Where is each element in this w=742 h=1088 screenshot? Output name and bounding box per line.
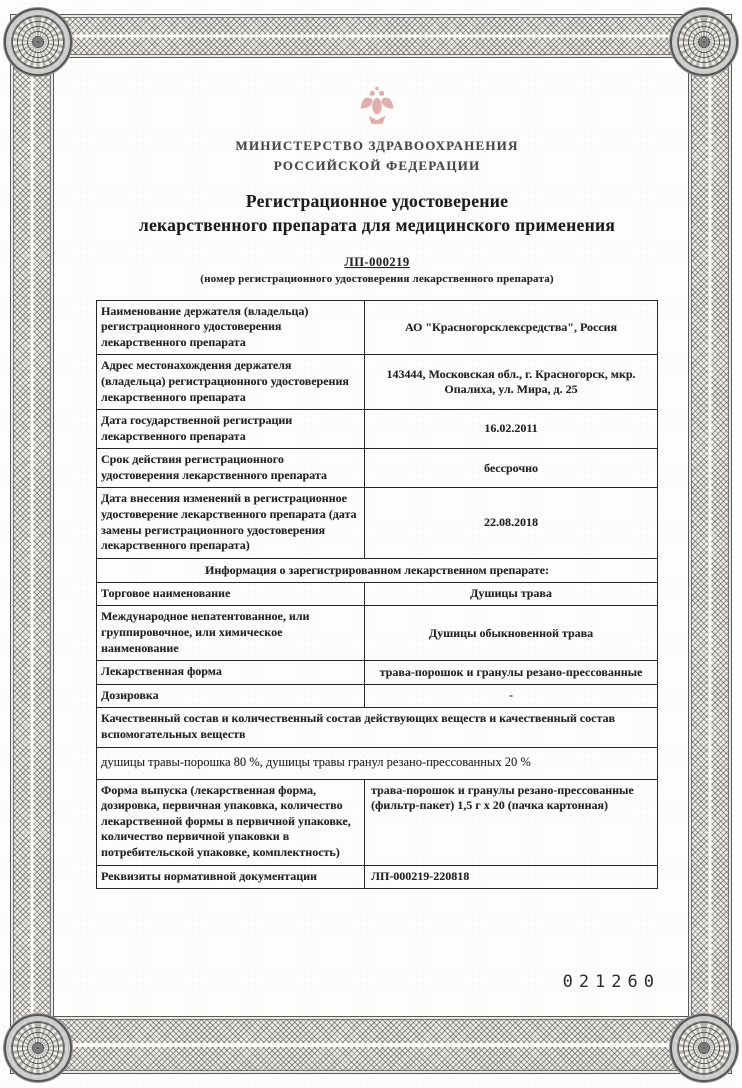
corner-rosette-icon bbox=[670, 1014, 738, 1082]
table-composition-header-row bbox=[97, 707, 657, 746]
row-label: Наименование держателя (владельца) регистрационного удостоверения лекарственного препарата bbox=[97, 301, 365, 355]
table-section-header-row bbox=[97, 558, 657, 582]
document-title-line1: Регистрационное удостоверение bbox=[245, 191, 509, 212]
table-row-amendment-date bbox=[97, 487, 657, 557]
document-title bbox=[96, 190, 658, 237]
row-value: ЛП-000219-220818 bbox=[371, 868, 470, 883]
corner-rosette-icon bbox=[670, 8, 738, 76]
composition-header: Качественный состав и количественный состав действующих веществ и качественный состав вспомогательных веществ bbox=[101, 711, 615, 741]
registration-number: ЛП-000219 bbox=[344, 254, 410, 269]
row-value: 143444, Московская обл., г. Красногорск, мкр. Опалиха, ул. Мира, д. 25 bbox=[386, 366, 636, 397]
ministry-line2: РОССИЙСКОЙ ФЕДЕРАЦИИ bbox=[273, 158, 481, 174]
details-table bbox=[96, 300, 658, 890]
decorative-border-top bbox=[10, 14, 732, 58]
row-value: Душицы трава bbox=[470, 586, 552, 601]
table-row-dosage-form bbox=[97, 660, 657, 684]
row-label: Дозировка bbox=[97, 685, 365, 708]
decorative-border-right bbox=[688, 14, 732, 1074]
coat-of-arms-icon bbox=[357, 82, 397, 128]
decorative-border-left bbox=[10, 14, 54, 1074]
table-row-release-form bbox=[97, 779, 657, 865]
row-value: АО "Красногорсклексредства", Россия bbox=[404, 319, 618, 334]
row-label: Дата внесения изменений в регистрационное удостоверение лекарственного препарата (дата замены регистрационного удостоверения лекарственного препарата) bbox=[97, 488, 365, 557]
row-label: Адрес местонахождения держателя (владельца) регистрационного удостоверения лекарственного препарата bbox=[97, 355, 365, 409]
table-row-normative-docs bbox=[97, 865, 657, 889]
table-row-inn-name bbox=[97, 605, 657, 660]
row-label: Срок действия регистрационного удостоверения лекарственного препарата bbox=[97, 449, 365, 487]
ministry-line1: МИНИСТЕРСТВО ЗДРАВООХРАНЕНИЯ bbox=[235, 138, 519, 153]
ministry-name bbox=[96, 136, 658, 176]
row-label: Дата государственной регистрации лекарственного препарата bbox=[97, 410, 365, 448]
row-value: 16.02.2011 bbox=[484, 421, 538, 436]
row-label: Реквизиты нормативной документации bbox=[97, 866, 365, 889]
row-label: Лекарственная форма bbox=[97, 661, 365, 684]
row-value: - bbox=[509, 688, 513, 703]
row-label: Международное непатентованное, или группировочное, или химическое наименование bbox=[97, 606, 365, 660]
row-value: трава-порошок и гранулы резано-прессованные (фильтр-пакет) 1,5 г х 20 (пачка картонная) bbox=[371, 782, 634, 813]
row-label: Форма выпуска (лекарственная форма, дозировка, первичная упаковка, количество лекарственной формы в первичной упаковке, количество первичной упаковки в потребительской упаковке, комплектность) bbox=[97, 780, 365, 865]
composition-value: душицы травы-порошка 80 %, душицы травы гранул резано-прессованных 20 % bbox=[101, 754, 531, 769]
document-title-line2: лекарственного препарата для медицинского применения bbox=[138, 214, 616, 235]
table-row-validity bbox=[97, 448, 657, 487]
table-row-trade-name bbox=[97, 582, 657, 606]
row-value: бессрочно bbox=[483, 460, 538, 475]
serial-number: 021260 bbox=[562, 972, 660, 992]
decorative-border-bottom bbox=[10, 1016, 732, 1074]
registration-number-caption: (номер регистрационного удостоверения лекарственного препарата) bbox=[200, 272, 554, 285]
row-value: 22.08.2018 bbox=[484, 515, 538, 530]
document-body bbox=[96, 82, 658, 889]
corner-rosette-icon bbox=[4, 8, 72, 76]
row-value: трава-порошок и гранулы резано-прессованные bbox=[379, 664, 643, 679]
table-row-dosage bbox=[97, 684, 657, 708]
section-header: Информация о зарегистрированном лекарственном препарате: bbox=[205, 562, 549, 577]
table-row-registration-date bbox=[97, 409, 657, 448]
table-row-holder-name bbox=[97, 301, 657, 355]
corner-rosette-icon bbox=[4, 1014, 72, 1082]
row-label: Торговое наименование bbox=[97, 583, 365, 606]
row-value: Душицы обыкновенной трава bbox=[428, 625, 594, 640]
table-row-holder-address bbox=[97, 354, 657, 409]
table-composition-value-row bbox=[97, 747, 657, 779]
